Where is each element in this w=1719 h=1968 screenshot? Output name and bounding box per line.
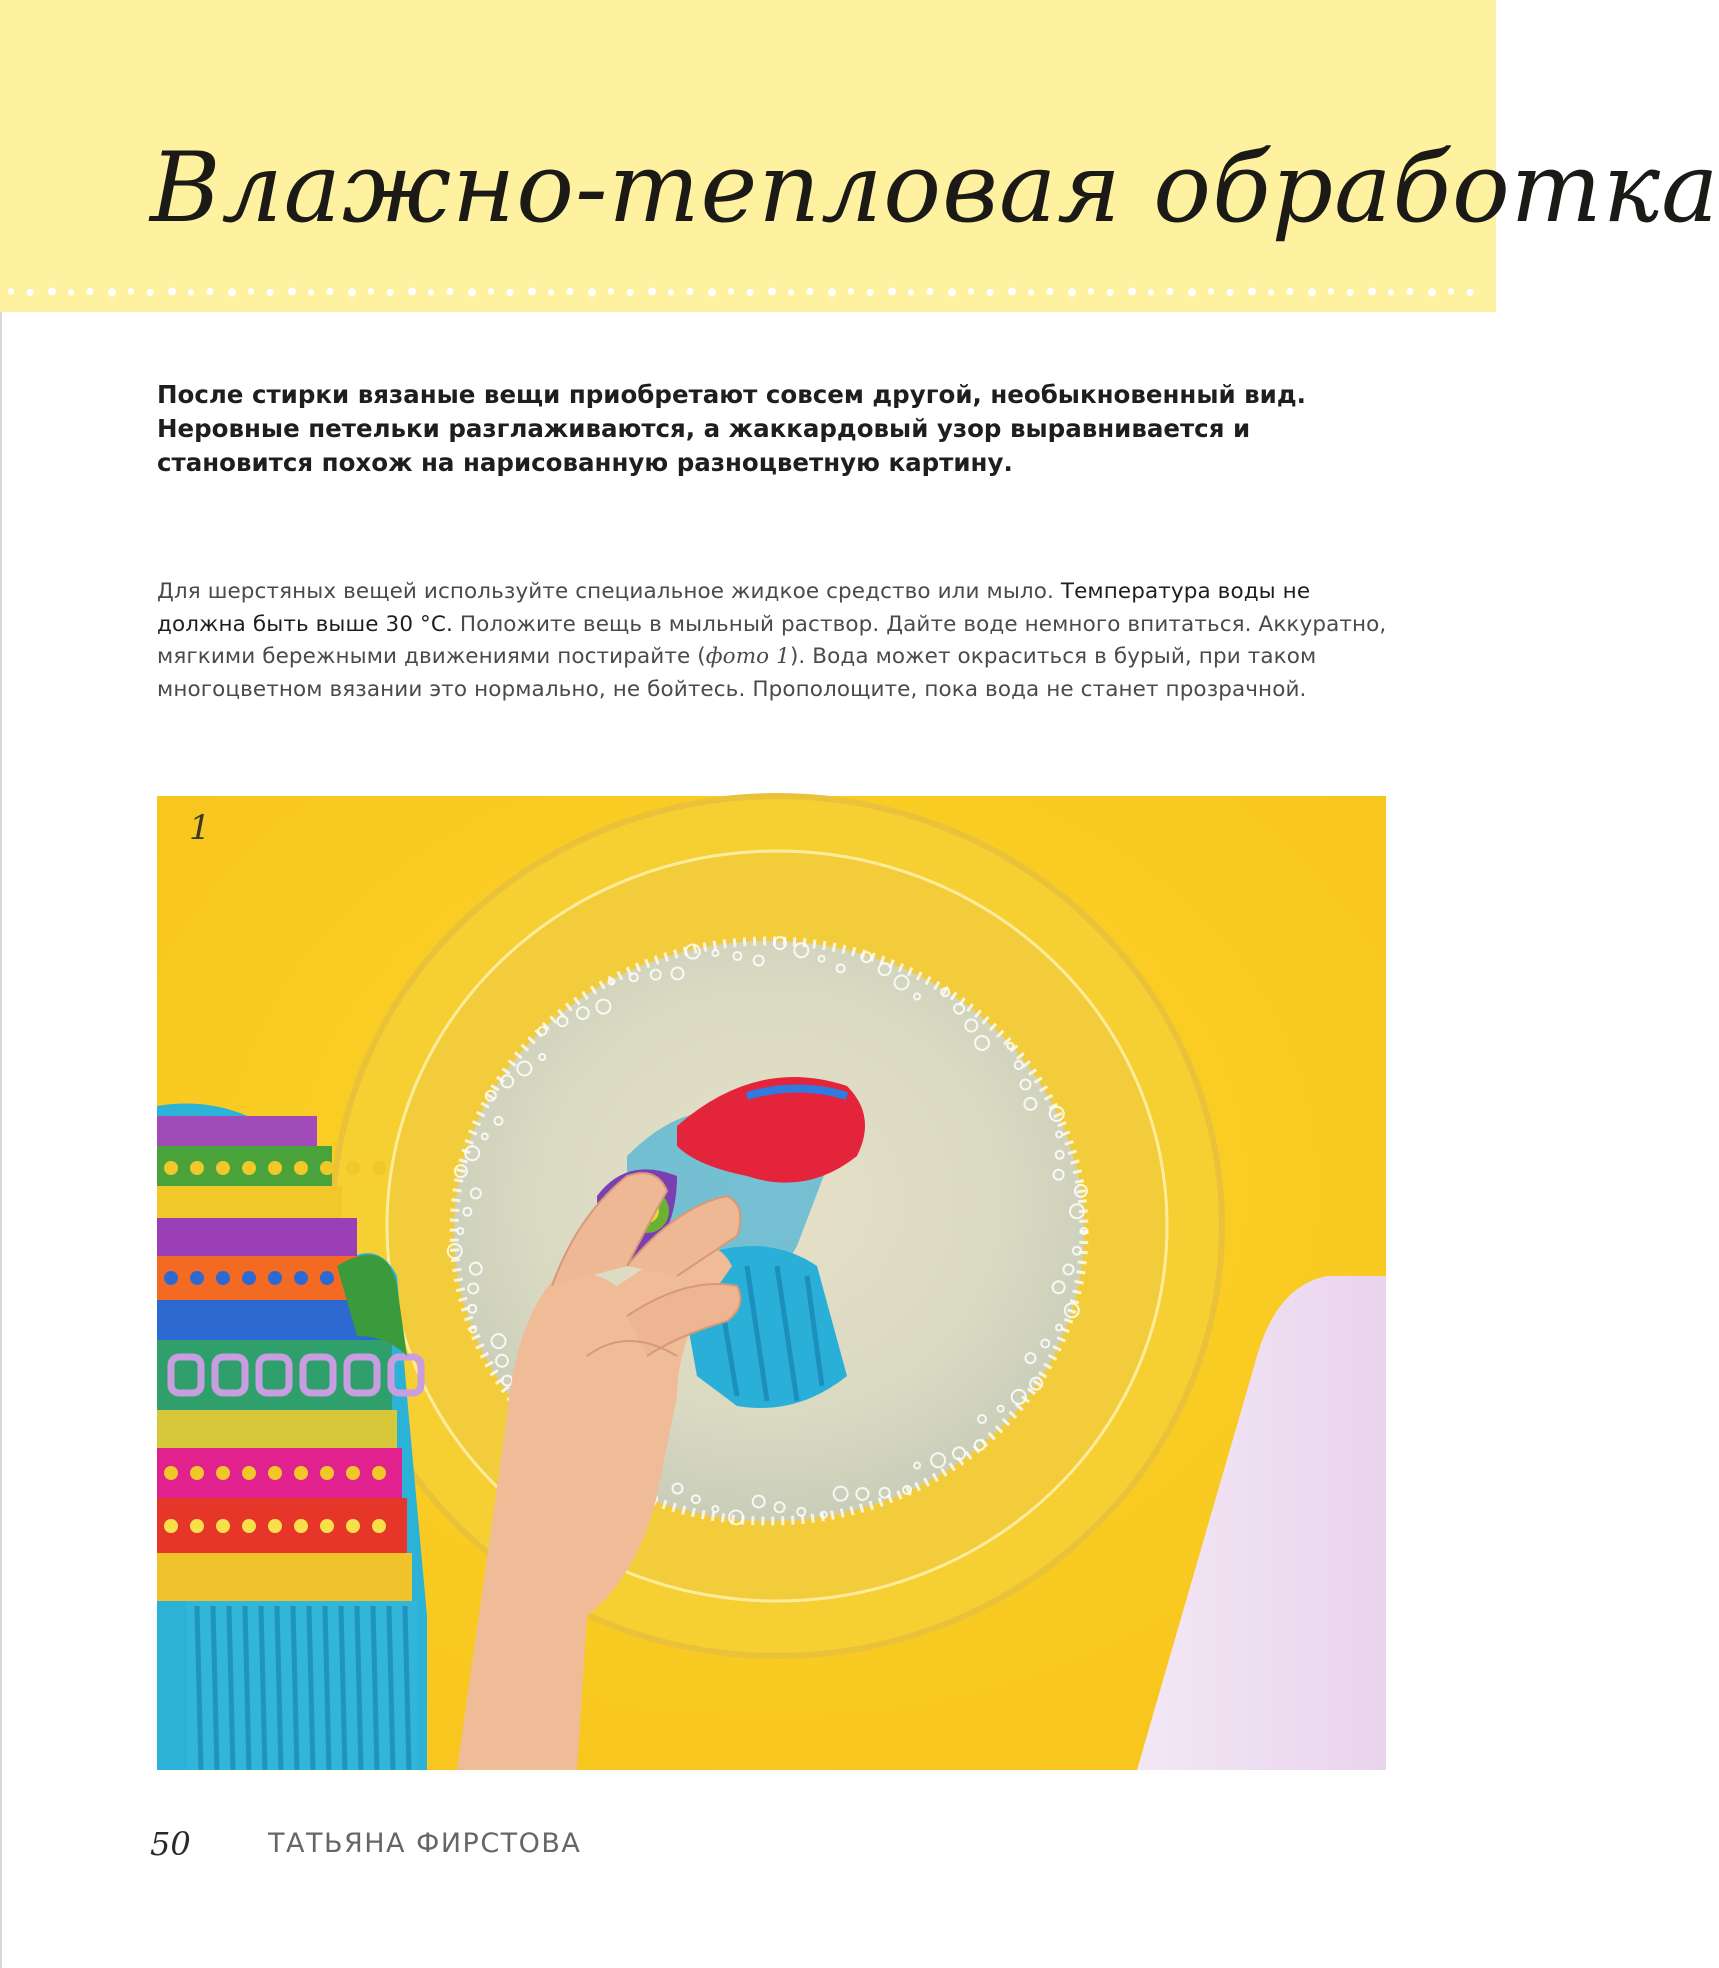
washing-photo (157, 796, 1386, 1770)
body-text-part3: ). Вода может окраситься в бурый, при таком многоцветном вязании это нормально, не бойтесь. Прополощите, пока вода не станет прозрачной. (157, 644, 1317, 702)
body-paragraph (157, 576, 1402, 706)
page-title: Влажно-тепловая обработка (150, 132, 1719, 244)
page-edge-line (0, 312, 2, 1968)
photo-reference: фото 1 (705, 644, 790, 669)
washing-photo-illustration (157, 796, 1386, 1770)
author-name: ТАТЬЯНА ФИРСТОВА (268, 1828, 582, 1859)
body-temperature-note: Температура воды не должна быть выше 30 °C. (157, 579, 1311, 637)
dotted-rule (0, 286, 1496, 296)
photo-number: 1 (189, 808, 211, 848)
page-number: 50 (150, 1825, 191, 1863)
body-text-part2: Положите вещь в мыльный раствор. Дайте воде немного впитаться. Аккуратно, мягкими бережными движениями постирайте ( (157, 611, 1387, 669)
body-text-part1: Для шерстяных вещей используйте специальное жидкое средство или мыло. (157, 579, 1061, 604)
lead-paragraph: После стирки вязаные вещи приобретают совсем другой, необыкновенный вид. Неровные петельки разглаживаются, а жаккардовый узор выравнивается и становится похож на нарисованную разноцветную картину. (157, 380, 1306, 477)
